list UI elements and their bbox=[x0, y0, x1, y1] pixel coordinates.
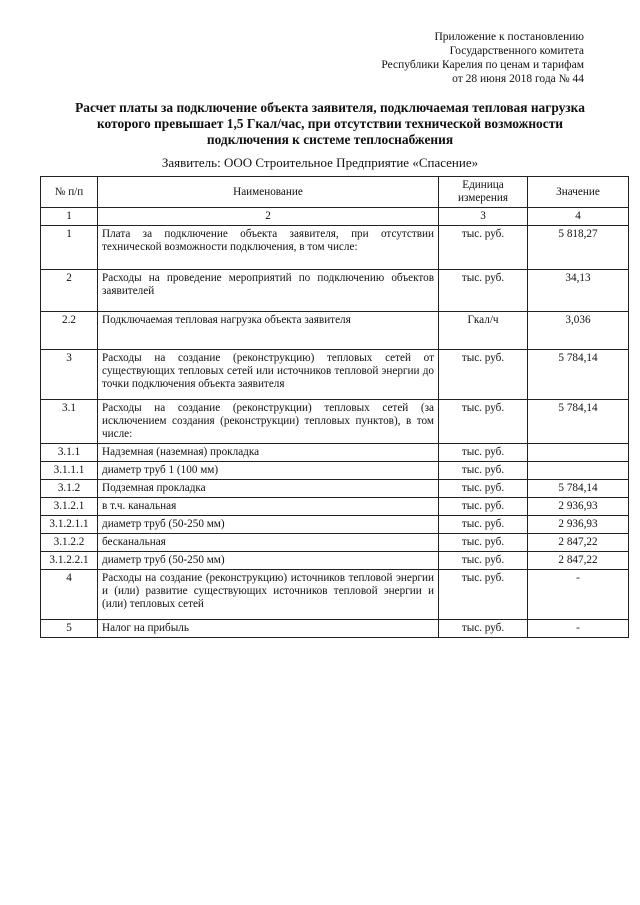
row-number: 3.1.2.2.1 bbox=[41, 552, 98, 570]
row-name: бесканальная bbox=[98, 534, 439, 552]
row-value bbox=[528, 462, 629, 480]
table-row bbox=[41, 270, 629, 312]
row-name: Подземная прокладка bbox=[98, 480, 439, 498]
title-line: которого превышает 1,5 Гкал/час, при отсутствии технической возможности bbox=[97, 116, 563, 131]
row-unit: тыс. руб. bbox=[439, 444, 528, 462]
appendix-note bbox=[381, 30, 584, 86]
header-num: № п/п bbox=[41, 177, 98, 208]
row-name: Расходы на создание (реконструкцию) источников тепловой энергии и (или) развитие существующих источников тепловой энергии и (или) тепловых сетей bbox=[98, 570, 439, 620]
row-unit: тыс. руб. bbox=[439, 400, 528, 444]
row-name: Расходы на проведение мероприятий по подключению объектов заявителей bbox=[98, 270, 439, 312]
table-row bbox=[41, 462, 629, 480]
row-value: - bbox=[528, 620, 629, 638]
row-number: 2.2 bbox=[41, 312, 98, 350]
appendix-line: от 28 июня 2018 года № 44 bbox=[452, 73, 584, 85]
row-unit: Гкал/ч bbox=[439, 312, 528, 350]
column-number-row bbox=[41, 208, 629, 226]
table-row bbox=[41, 552, 629, 570]
row-unit: тыс. руб. bbox=[439, 570, 528, 620]
row-unit: тыс. руб. bbox=[439, 498, 528, 516]
row-unit: тыс. руб. bbox=[439, 350, 528, 400]
row-value: 5 784,14 bbox=[528, 400, 629, 444]
table-row bbox=[41, 444, 629, 462]
row-name: Налог на прибыль bbox=[98, 620, 439, 638]
row-name: диаметр труб (50-250 мм) bbox=[98, 552, 439, 570]
row-value: 2 936,93 bbox=[528, 498, 629, 516]
table-row bbox=[41, 498, 629, 516]
row-name: Надземная (наземная) прокладка bbox=[98, 444, 439, 462]
column-number: 2 bbox=[98, 208, 439, 226]
table-row bbox=[41, 534, 629, 552]
header-name: Наименование bbox=[98, 177, 439, 208]
table-row bbox=[41, 620, 629, 638]
row-number: 1 bbox=[41, 226, 98, 270]
row-value: 5 818,27 bbox=[528, 226, 629, 270]
row-number: 5 bbox=[41, 620, 98, 638]
row-name: в т.ч. канальная bbox=[98, 498, 439, 516]
row-value: 5 784,14 bbox=[528, 480, 629, 498]
row-number: 3 bbox=[41, 350, 98, 400]
table-row bbox=[41, 226, 629, 270]
row-value: 5 784,14 bbox=[528, 350, 629, 400]
row-number: 3.1.2 bbox=[41, 480, 98, 498]
appendix-line: Республики Карелия по ценам и тарифам bbox=[381, 59, 584, 71]
row-number: 3.1.1 bbox=[41, 444, 98, 462]
column-number: 3 bbox=[439, 208, 528, 226]
row-value: 3,036 bbox=[528, 312, 629, 350]
row-name: Плата за подключение объекта заявителя, при отсутствии технической возможности подключения, в том числе: bbox=[98, 226, 439, 270]
row-name: Подключаемая тепловая нагрузка объекта заявителя bbox=[98, 312, 439, 350]
row-value bbox=[528, 444, 629, 462]
row-unit: тыс. руб. bbox=[439, 226, 528, 270]
row-number: 3.1.1.1 bbox=[41, 462, 98, 480]
table-row bbox=[41, 312, 629, 350]
column-number: 1 bbox=[41, 208, 98, 226]
row-name: диаметр труб 1 (100 мм) bbox=[98, 462, 439, 480]
applicant-line: Заявитель: ООО Строительное Предприятие «Спасение» bbox=[161, 155, 479, 170]
column-number: 4 bbox=[528, 208, 629, 226]
table-header-row bbox=[41, 177, 629, 208]
row-number: 3.1.2.2 bbox=[41, 534, 98, 552]
table-row bbox=[41, 480, 629, 498]
header-unit: Единица измерения bbox=[439, 177, 528, 208]
row-number: 3.1.2.1 bbox=[41, 498, 98, 516]
calculation-table bbox=[40, 176, 629, 638]
title-line: подключения к системе теплоснабжения bbox=[206, 132, 454, 147]
row-unit: тыс. руб. bbox=[439, 516, 528, 534]
row-value: 2 847,22 bbox=[528, 552, 629, 570]
row-unit: тыс. руб. bbox=[439, 270, 528, 312]
row-value: - bbox=[528, 570, 629, 620]
document-title bbox=[60, 100, 600, 148]
header-value: Значение bbox=[528, 177, 629, 208]
row-unit: тыс. руб. bbox=[439, 552, 528, 570]
row-number: 2 bbox=[41, 270, 98, 312]
row-number: 3.1.2.1.1 bbox=[41, 516, 98, 534]
row-unit: тыс. руб. bbox=[439, 534, 528, 552]
row-value: 2 847,22 bbox=[528, 534, 629, 552]
row-unit: тыс. руб. bbox=[439, 620, 528, 638]
title-line: Расчет платы за подключение объекта заявителя, подключаемая тепловая нагрузка bbox=[75, 100, 585, 115]
appendix-line: Приложение к постановлению bbox=[434, 31, 584, 43]
row-name: Расходы на создание (реконструкцию) тепловых сетей от существующих тепловых сетей или источников тепловой энергии до точки подключения объекта заявителя bbox=[98, 350, 439, 400]
table-row bbox=[41, 570, 629, 620]
row-name: диаметр труб (50-250 мм) bbox=[98, 516, 439, 534]
row-unit: тыс. руб. bbox=[439, 480, 528, 498]
row-number: 4 bbox=[41, 570, 98, 620]
table-row bbox=[41, 516, 629, 534]
row-unit: тыс. руб. bbox=[439, 462, 528, 480]
row-name: Расходы на создание (реконструкции) тепловых сетей (за исключением создания (реконструкции) тепловых пунктов), в том числе: bbox=[98, 400, 439, 444]
row-value: 2 936,93 bbox=[528, 516, 629, 534]
row-value: 34,13 bbox=[528, 270, 629, 312]
appendix-line: Государственного комитета bbox=[449, 45, 584, 57]
table-row bbox=[41, 400, 629, 444]
table-row bbox=[41, 350, 629, 400]
row-number: 3.1 bbox=[41, 400, 98, 444]
